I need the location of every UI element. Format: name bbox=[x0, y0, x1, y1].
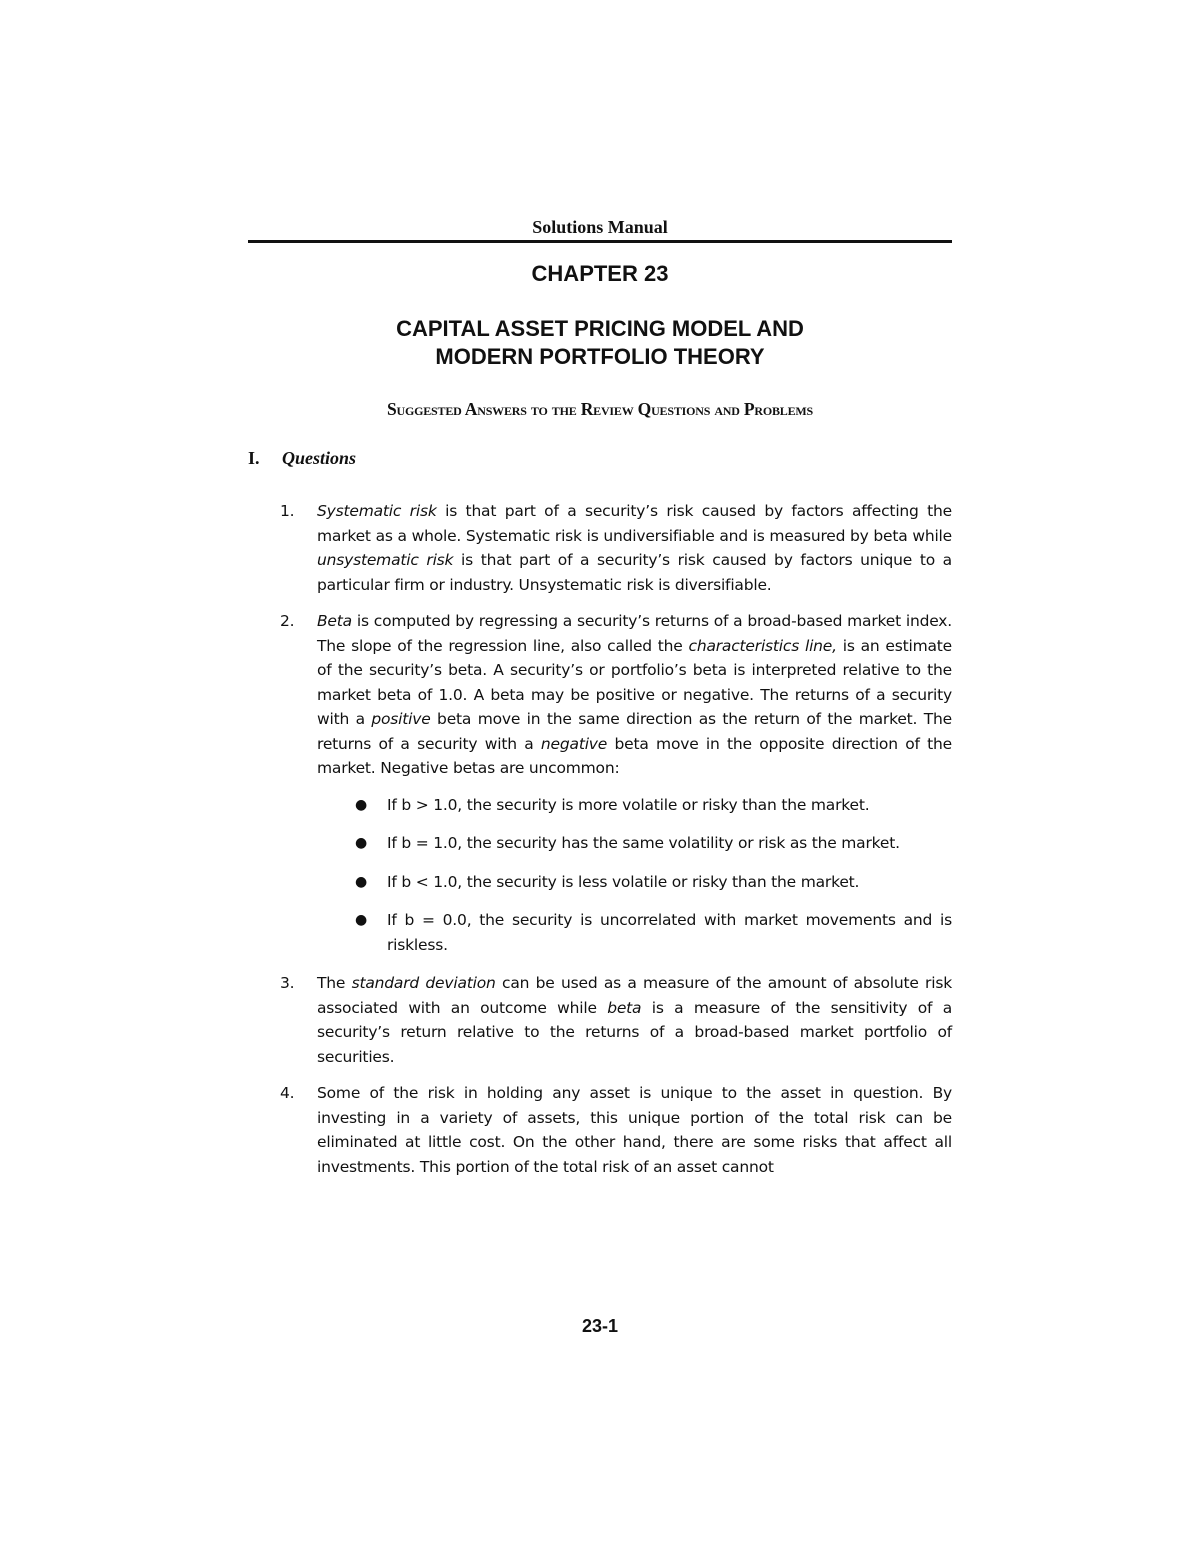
bullet-text: If b = 1.0, the security has the same volatility or risk as the market. bbox=[387, 834, 900, 852]
question-number: 3. bbox=[280, 974, 295, 992]
header-rule bbox=[248, 240, 952, 243]
section-heading bbox=[248, 448, 356, 469]
bullet-list bbox=[317, 793, 952, 958]
emphasized-term: unsystematic risk bbox=[317, 551, 454, 569]
emphasized-term: negative bbox=[540, 734, 608, 753]
bullet-item bbox=[317, 793, 952, 818]
bullet-icon: ● bbox=[355, 835, 368, 851]
chapter-number: CHAPTER 23 bbox=[531, 261, 669, 286]
text-run: is that part of a security’s risk caused by factors unique to a particular firm or industry. Unsystematic risk is diversifiable. bbox=[317, 551, 952, 594]
emphasized-term: standard deviation bbox=[351, 974, 496, 992]
question-list bbox=[280, 499, 952, 1191]
text-run: is computed by regressing a security’s returns of a broad-based market index. The slope of the regression line, also called the bbox=[317, 612, 952, 655]
bullet-icon: ● bbox=[355, 873, 368, 890]
question-number: 1. bbox=[280, 502, 295, 520]
bullet-text: If b > 1.0, the security is more volatile or risky than the market. bbox=[387, 795, 870, 814]
emphasized-term: Beta bbox=[317, 612, 352, 630]
bullet-text: If b < 1.0, the security is less volatile or risky than the market. bbox=[387, 872, 860, 891]
question-answer-text bbox=[317, 1081, 952, 1179]
question-answer-text bbox=[317, 499, 952, 597]
running-head: Solutions Manual bbox=[532, 217, 668, 237]
bullet-text: If b = 0.0, the security is uncorrelated with market movements and is riskless. bbox=[387, 911, 952, 954]
emphasized-term: beta bbox=[607, 998, 642, 1017]
section-subtitle: Suggested Answers to the Review Questions and Problems bbox=[386, 399, 814, 419]
emphasized-term: positive bbox=[371, 710, 431, 728]
bullet-item bbox=[317, 831, 952, 856]
bullet-icon: ● bbox=[355, 796, 368, 813]
chapter-title-line-1: CAPITAL ASSET PRICING MODEL AND bbox=[396, 316, 804, 341]
section-number: I. bbox=[248, 448, 260, 468]
emphasized-term: Systematic risk bbox=[317, 502, 437, 520]
page-number: 23-1 bbox=[581, 1316, 619, 1336]
bullet-icon: ● bbox=[355, 912, 368, 928]
text-run: is a measure of the sensitivity of a security’s return relative to the returns of a broad-based market portfolio of securities. bbox=[317, 998, 952, 1066]
text-run: Some of the risk in holding any asset is unique to the asset in question. By investing in a variety of assets, this unique portion of the total risk can be eliminated at little cost. On the other hand, there are some risks that affect all investments. This portion of the total risk of an asset cannot bbox=[317, 1084, 952, 1176]
section-title: Questions bbox=[282, 448, 357, 468]
question-item bbox=[280, 971, 952, 1069]
question-number: 2. bbox=[280, 612, 295, 630]
text-run: The bbox=[317, 974, 352, 992]
chapter-title bbox=[248, 315, 952, 371]
question-item bbox=[280, 609, 952, 957]
text-run: can be used as a measure of the amount of absolute risk associated with an outcome while bbox=[317, 974, 952, 1017]
text-run: beta move in the opposite direction of the market. Negative betas are uncommon: bbox=[317, 734, 952, 777]
bullet-item bbox=[317, 908, 952, 957]
question-answer-text bbox=[317, 609, 952, 781]
emphasized-term: characteristics line, bbox=[688, 636, 837, 655]
question-item bbox=[280, 1081, 952, 1179]
question-item bbox=[280, 499, 952, 597]
text-run: is an estimate of the security’s beta. A security’s or portfolio’s beta is interpreted relative to the market beta of 1.0. A beta may be positive or negative. The returns of a security with a bbox=[317, 636, 952, 728]
question-answer-text bbox=[317, 971, 952, 1069]
text-run: beta move in the same direction as the return of the market. The returns of a security with a bbox=[317, 710, 952, 753]
text-run: is that part of a security’s risk caused by factors affecting the market as a whole. Systematic risk is undiversifiable and is measured by beta while bbox=[317, 502, 952, 545]
bullet-item bbox=[317, 870, 952, 895]
question-number: 4. bbox=[280, 1084, 295, 1102]
chapter-title-line-2: MODERN PORTFOLIO THEORY bbox=[435, 344, 765, 369]
